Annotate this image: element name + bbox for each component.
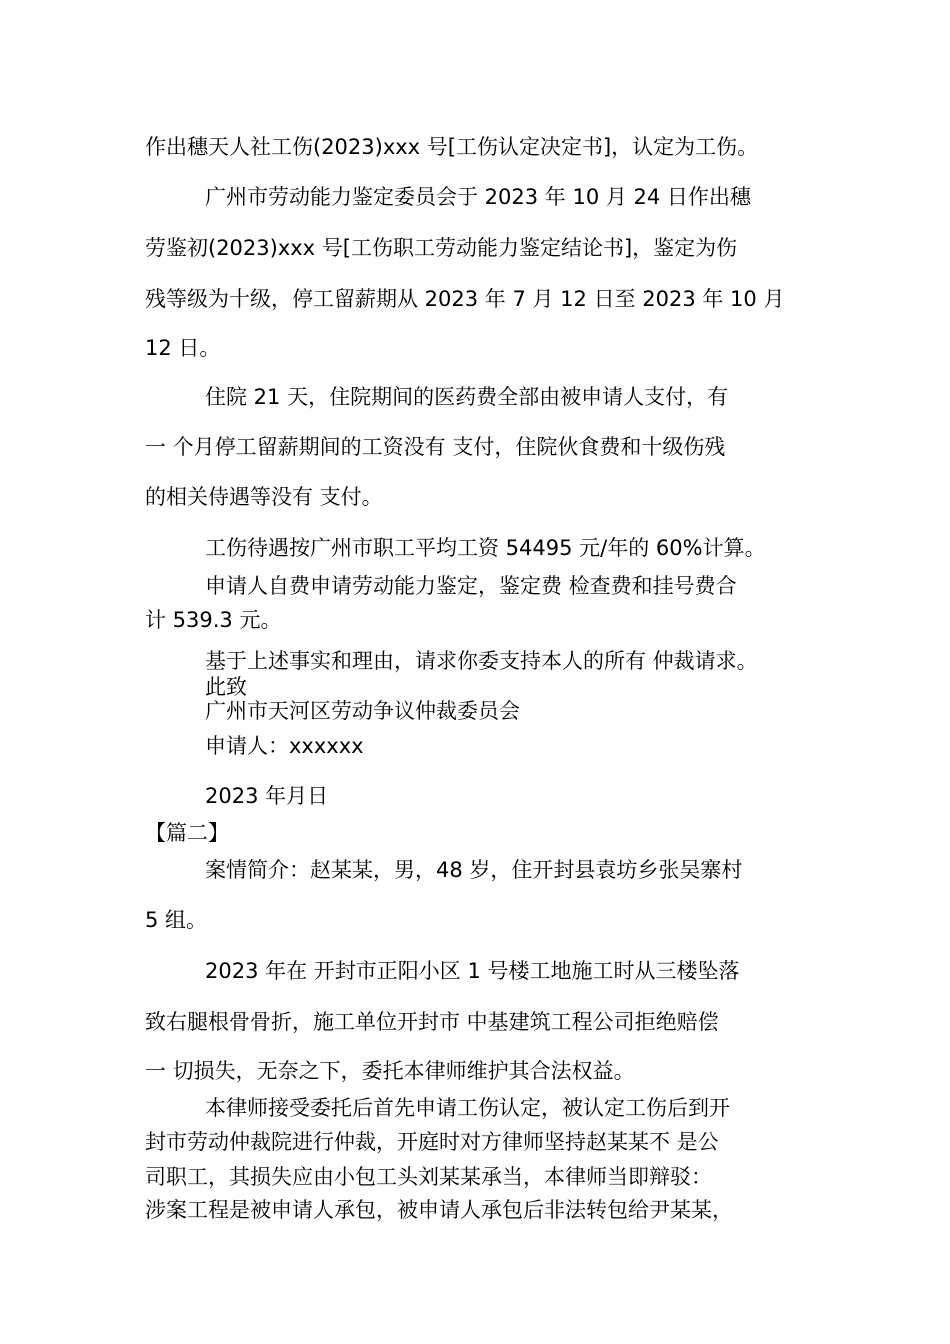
recipient-line: 广州市天河区劳动争议仲裁委员会 [205, 699, 520, 723]
section-heading: 【篇二】 [145, 821, 229, 845]
paragraph-line: 封市劳动仲裁院进行仲裁，开庭时对方律师坚持赵某某不 是公 [145, 1130, 719, 1154]
applicant-line: 申请人：xxxxxx [205, 734, 364, 758]
paragraph-line: 司职工，其损失应由小包工头刘某某承当，本律师当即辩驳： [145, 1165, 712, 1189]
date-line: 2023 年月日 [205, 784, 329, 808]
paragraph-line: 工伤待遇按广州市职工平均工资 54495 元/年的 60%计算。 [205, 536, 766, 560]
paragraph-line: 计 539.3 元。 [145, 608, 282, 632]
closing-salutation: 此致 [205, 675, 247, 699]
paragraph-line: 一 切损失，无奈之下，委托本律师维护其合法权益。 [145, 1059, 635, 1083]
paragraph-line: 2023 年在 开封市正阳小区 1 号楼工地施工时从三楼坠落 [205, 959, 740, 983]
paragraph-line: 本律师接受委托后首先申请工伤认定，被认定工伤后到开 [205, 1096, 730, 1120]
paragraph-line: 涉案工程是被申请人承包，被申请人承包后非法转包给尹某某， [145, 1198, 733, 1222]
paragraph-line: 广州市劳动能力鉴定委员会于 2023 年 10 月 24 日作出穗 [205, 185, 751, 209]
paragraph-line: 申请人自费申请劳动能力鉴定，鉴定费 检查费和挂号费合 [205, 574, 737, 598]
paragraph-line: 5 组。 [145, 908, 208, 932]
paragraph-line: 一 个月停工留薪期间的工资没有 支付，住院伙食费和十级伤残 [145, 435, 726, 459]
paragraph-line: 残等级为十级，停工留薪期从 2023 年 7 月 12 日至 2023 年 10 月 [145, 287, 785, 311]
paragraph-line: 的相关侍遇等没有 支付。 [145, 485, 383, 509]
paragraph-line: 12 日。 [145, 336, 221, 360]
paragraph-line: 基于上述事实和理由，请求你委支持本人的所有 仲裁请求。 [205, 649, 758, 673]
paragraph-line: 劳鉴初(2023)xxx 号[工伤职工劳动能力鉴定结论书]，鉴定为伤 [145, 236, 738, 260]
paragraph-line: 住院 21 天，住院期间的医药费全部由被申请人支付，有 [205, 385, 729, 409]
paragraph-line: 致右腿根骨骨折，施工单位开封市 中基建筑工程公司拒绝赔偿 [145, 1010, 719, 1034]
paragraph-line: 作出穗天人社工伤(2023)xxx 号[工伤认定决定书]，认定为工伤。 [145, 135, 759, 159]
paragraph-line: 案情简介：赵某某，男，48 岁，住开封县袁坊乡张吴寨村 [205, 858, 743, 882]
